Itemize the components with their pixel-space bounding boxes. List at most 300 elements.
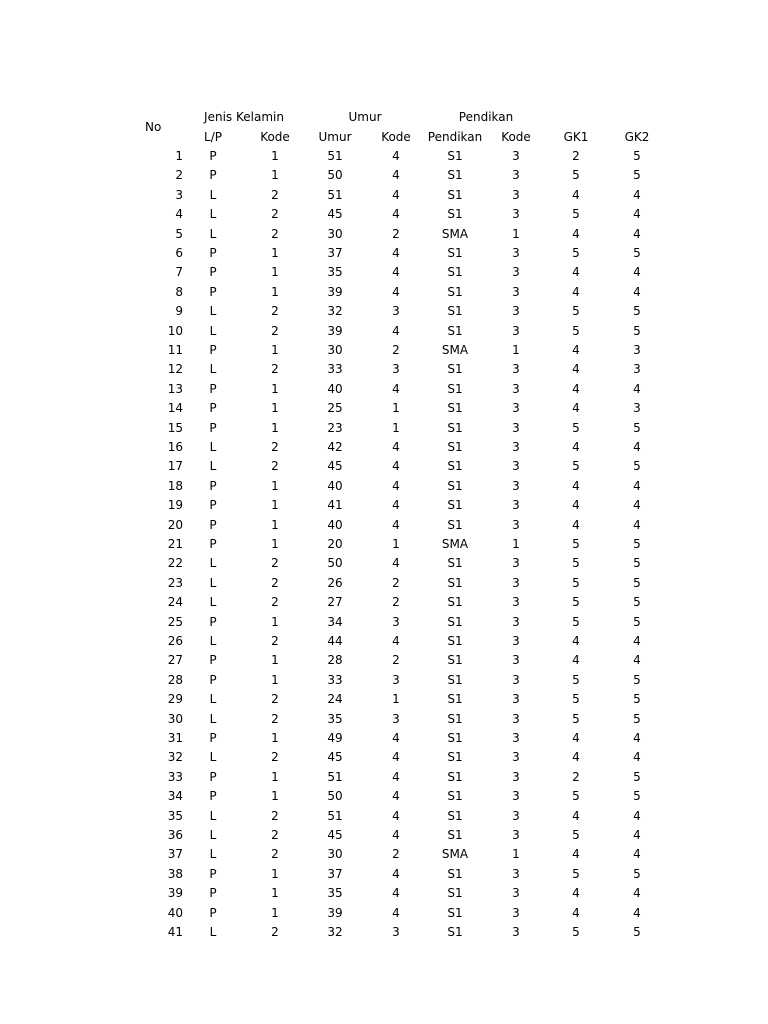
cell-lp: L <box>209 711 217 726</box>
cell-lp: P <box>209 381 217 396</box>
cell-pendikan: SMA <box>441 226 469 241</box>
cell-pendikan: S1 <box>447 440 463 454</box>
cell-umur: 30 <box>327 343 343 357</box>
cell-kode-umur: 4 <box>392 886 400 901</box>
cell-umur: 49 <box>327 731 343 745</box>
cell-gk2: 4 <box>633 731 641 745</box>
cell-gk1: 5 <box>572 789 580 804</box>
cell-lp: L <box>209 556 217 571</box>
cell-pendikan: SMA <box>441 847 469 862</box>
cell-kode-umur: 4 <box>392 750 400 765</box>
header-no: No <box>145 120 162 134</box>
row-no: 1 <box>175 149 183 163</box>
cell-gk2: 4 <box>633 498 641 513</box>
cell-lp: L <box>209 187 217 202</box>
cell-kode-pendikan: 1 <box>512 537 520 551</box>
cell-gk2: 4 <box>633 828 641 842</box>
cell-kode-jk: 1 <box>271 614 279 629</box>
cell-gk1: 5 <box>572 168 580 183</box>
cell-lp: L <box>209 634 217 648</box>
cell-pendikan: S1 <box>447 750 463 765</box>
row-no: 25 <box>167 614 183 629</box>
cell-kode-pendikan: 3 <box>512 711 520 726</box>
row-no: 37 <box>167 847 183 862</box>
row-no: 36 <box>167 828 183 842</box>
cell-gk1: 4 <box>572 905 580 920</box>
cell-lp: L <box>209 440 217 454</box>
cell-kode-umur: 4 <box>392 478 400 493</box>
cell-gk1: 4 <box>572 808 580 823</box>
cell-umur: 51 <box>327 187 343 202</box>
row-no: 39 <box>167 886 183 901</box>
row-no: 5 <box>175 226 183 241</box>
cell-kode-jk: 2 <box>271 595 279 610</box>
cell-kode-umur: 4 <box>392 440 400 454</box>
cell-kode-pendikan: 3 <box>512 556 520 571</box>
cell-umur: 35 <box>327 265 343 280</box>
cell-umur: 20 <box>327 537 343 551</box>
cell-kode-umur: 4 <box>392 207 400 222</box>
cell-kode-jk: 2 <box>271 304 279 319</box>
cell-gk1: 4 <box>572 343 580 357</box>
cell-gk1: 4 <box>572 440 580 454</box>
cell-lp: P <box>209 401 217 416</box>
row-no: 9 <box>175 304 183 319</box>
cell-pendikan: S1 <box>447 304 463 319</box>
cell-kode-jk: 2 <box>271 226 279 241</box>
column-header-kode-pendikan: Kode <box>501 130 531 144</box>
row-no: 17 <box>167 459 183 474</box>
cell-umur: 27 <box>327 595 343 610</box>
cell-pendikan: S1 <box>447 362 463 377</box>
cell-gk1: 4 <box>572 362 580 377</box>
cell-kode-umur: 2 <box>392 595 400 610</box>
cell-umur: 37 <box>327 246 343 260</box>
row-no: 31 <box>167 731 183 745</box>
cell-gk2: 5 <box>633 323 641 338</box>
cell-gk1: 4 <box>572 517 580 532</box>
cell-umur: 45 <box>327 459 343 474</box>
cell-lp: P <box>209 731 217 745</box>
cell-pendikan: S1 <box>447 711 463 726</box>
row-no: 14 <box>167 401 183 416</box>
cell-umur: 33 <box>327 362 343 377</box>
header-group-umur: Umur <box>348 110 382 124</box>
cell-pendikan: S1 <box>447 381 463 396</box>
cell-pendikan: S1 <box>447 168 463 183</box>
cell-kode-pendikan: 3 <box>512 614 520 629</box>
cell-lp: P <box>209 653 217 668</box>
cell-kode-jk: 2 <box>271 847 279 862</box>
cell-kode-pendikan: 1 <box>512 847 520 862</box>
cell-kode-jk: 1 <box>271 653 279 668</box>
cell-gk2: 4 <box>633 284 641 299</box>
cell-gk2: 4 <box>633 750 641 765</box>
cell-lp: P <box>209 168 217 183</box>
cell-pendikan: S1 <box>447 284 463 299</box>
cell-kode-pendikan: 3 <box>512 459 520 474</box>
cell-gk1: 4 <box>572 750 580 765</box>
cell-gk2: 5 <box>633 420 641 435</box>
cell-kode-umur: 3 <box>392 304 400 319</box>
cell-pendikan: S1 <box>447 789 463 804</box>
cell-gk1: 4 <box>572 498 580 513</box>
cell-umur: 42 <box>327 440 343 454</box>
cell-kode-umur: 4 <box>392 556 400 571</box>
cell-kode-pendikan: 3 <box>512 886 520 901</box>
cell-kode-pendikan: 3 <box>512 750 520 765</box>
cell-pendikan: S1 <box>447 517 463 532</box>
cell-kode-umur: 3 <box>392 672 400 687</box>
cell-kode-umur: 4 <box>392 381 400 396</box>
cell-kode-pendikan: 3 <box>512 498 520 513</box>
cell-pendikan: S1 <box>447 653 463 668</box>
cell-pendikan: S1 <box>447 401 463 416</box>
cell-lp: L <box>209 808 217 823</box>
row-no: 13 <box>167 381 183 396</box>
cell-lp: L <box>209 692 217 707</box>
cell-gk2: 3 <box>633 362 641 377</box>
cell-gk2: 5 <box>633 304 641 319</box>
cell-pendikan: S1 <box>447 731 463 745</box>
cell-gk2: 5 <box>633 459 641 474</box>
cell-gk1: 2 <box>572 149 580 163</box>
cell-kode-jk: 1 <box>271 886 279 901</box>
cell-kode-umur: 4 <box>392 828 400 842</box>
row-no: 27 <box>167 653 183 668</box>
cell-gk2: 5 <box>633 614 641 629</box>
cell-umur: 44 <box>327 634 343 648</box>
cell-kode-jk: 1 <box>271 537 279 551</box>
cell-gk2: 5 <box>633 925 641 939</box>
cell-lp: P <box>209 537 217 551</box>
cell-lp: L <box>209 226 217 241</box>
row-no: 12 <box>167 362 183 377</box>
cell-gk2: 5 <box>633 769 641 784</box>
cell-pendikan: S1 <box>447 575 463 590</box>
cell-kode-pendikan: 3 <box>512 304 520 319</box>
cell-kode-pendikan: 3 <box>512 478 520 493</box>
cell-gk1: 4 <box>572 731 580 745</box>
cell-umur: 51 <box>327 769 343 784</box>
cell-kode-jk: 1 <box>271 149 279 163</box>
cell-kode-pendikan: 3 <box>512 692 520 707</box>
cell-kode-umur: 2 <box>392 847 400 862</box>
cell-umur: 30 <box>327 226 343 241</box>
cell-kode-umur: 4 <box>392 265 400 280</box>
cell-gk2: 5 <box>633 672 641 687</box>
cell-lp: P <box>209 866 217 881</box>
column-header-gk1: GK1 <box>563 130 589 144</box>
cell-gk2: 5 <box>633 575 641 590</box>
row-no: 24 <box>167 595 183 610</box>
cell-gk2: 3 <box>633 343 641 357</box>
column-header-umur: Umur <box>318 130 352 144</box>
cell-gk2: 5 <box>633 537 641 551</box>
cell-lp: P <box>209 284 217 299</box>
cell-pendikan: S1 <box>447 595 463 610</box>
cell-kode-jk: 1 <box>271 168 279 183</box>
cell-gk1: 4 <box>572 265 580 280</box>
row-no: 41 <box>167 925 183 939</box>
cell-gk1: 4 <box>572 886 580 901</box>
cell-gk1: 5 <box>572 866 580 881</box>
cell-kode-umur: 4 <box>392 866 400 881</box>
row-no: 38 <box>167 866 183 881</box>
cell-umur: 35 <box>327 711 343 726</box>
cell-kode-umur: 4 <box>392 149 400 163</box>
cell-kode-jk: 2 <box>271 440 279 454</box>
cell-pendikan: S1 <box>447 265 463 280</box>
cell-umur: 51 <box>327 149 343 163</box>
column-header-gk2: GK2 <box>624 130 650 144</box>
cell-kode-jk: 2 <box>271 362 279 377</box>
row-no: 11 <box>167 343 183 357</box>
cell-pendikan: SMA <box>441 537 469 551</box>
row-no: 35 <box>167 808 183 823</box>
cell-gk1: 5 <box>572 207 580 222</box>
cell-kode-umur: 2 <box>392 226 400 241</box>
cell-lp: L <box>209 847 217 862</box>
cell-lp: P <box>209 614 217 629</box>
cell-kode-jk: 1 <box>271 381 279 396</box>
cell-lp: L <box>209 323 217 338</box>
cell-kode-pendikan: 3 <box>512 653 520 668</box>
cell-kode-umur: 3 <box>392 711 400 726</box>
cell-kode-jk: 1 <box>271 343 279 357</box>
cell-kode-jk: 2 <box>271 808 279 823</box>
cell-umur: 39 <box>327 905 343 920</box>
cell-kode-jk: 1 <box>271 866 279 881</box>
row-no: 33 <box>167 769 183 784</box>
cell-gk1: 5 <box>572 556 580 571</box>
cell-kode-umur: 4 <box>392 517 400 532</box>
cell-gk2: 5 <box>633 246 641 260</box>
cell-kode-jk: 2 <box>271 459 279 474</box>
cell-kode-pendikan: 3 <box>512 905 520 920</box>
cell-kode-pendikan: 1 <box>512 343 520 357</box>
cell-gk1: 4 <box>572 653 580 668</box>
cell-kode-pendikan: 3 <box>512 440 520 454</box>
cell-gk1: 5 <box>572 323 580 338</box>
cell-lp: L <box>209 459 217 474</box>
column-header-kode-umur: Kode <box>381 130 411 144</box>
cell-lp: P <box>209 886 217 901</box>
cell-pendikan: S1 <box>447 672 463 687</box>
cell-pendikan: S1 <box>447 866 463 881</box>
cell-pendikan: S1 <box>447 187 463 202</box>
cell-pendikan: S1 <box>447 886 463 901</box>
cell-kode-umur: 1 <box>392 537 400 551</box>
cell-gk1: 5 <box>572 304 580 319</box>
cell-umur: 23 <box>327 420 343 435</box>
cell-gk2: 5 <box>633 789 641 804</box>
cell-lp: L <box>209 595 217 610</box>
cell-gk2: 5 <box>633 692 641 707</box>
cell-gk1: 5 <box>572 614 580 629</box>
cell-umur: 51 <box>327 808 343 823</box>
cell-gk1: 4 <box>572 401 580 416</box>
cell-pendikan: S1 <box>447 420 463 435</box>
cell-gk1: 4 <box>572 381 580 396</box>
cell-kode-jk: 1 <box>271 284 279 299</box>
cell-kode-pendikan: 3 <box>512 517 520 532</box>
cell-umur: 50 <box>327 556 343 571</box>
cell-gk2: 4 <box>633 478 641 493</box>
cell-umur: 40 <box>327 517 343 532</box>
cell-lp: P <box>209 789 217 804</box>
cell-kode-jk: 1 <box>271 265 279 280</box>
column-header-lp: L/P <box>204 130 222 144</box>
cell-gk1: 5 <box>572 672 580 687</box>
row-no: 23 <box>167 575 183 590</box>
cell-lp: P <box>209 149 217 163</box>
cell-pendikan: S1 <box>447 323 463 338</box>
cell-kode-umur: 1 <box>392 692 400 707</box>
cell-kode-pendikan: 3 <box>512 149 520 163</box>
cell-gk2: 4 <box>633 187 641 202</box>
row-no: 7 <box>175 265 183 280</box>
cell-kode-jk: 1 <box>271 246 279 260</box>
cell-kode-pendikan: 3 <box>512 672 520 687</box>
cell-gk1: 5 <box>572 711 580 726</box>
cell-gk2: 4 <box>633 440 641 454</box>
cell-kode-jk: 1 <box>271 420 279 435</box>
cell-lp: L <box>209 828 217 842</box>
cell-pendikan: S1 <box>447 692 463 707</box>
cell-gk2: 4 <box>633 905 641 920</box>
cell-kode-pendikan: 3 <box>512 634 520 648</box>
cell-umur: 45 <box>327 207 343 222</box>
cell-kode-umur: 3 <box>392 362 400 377</box>
cell-umur: 24 <box>327 692 343 707</box>
cell-umur: 40 <box>327 478 343 493</box>
row-no: 3 <box>175 187 183 202</box>
cell-kode-umur: 4 <box>392 459 400 474</box>
cell-pendikan: S1 <box>447 769 463 784</box>
cell-kode-umur: 3 <box>392 925 400 939</box>
row-no: 18 <box>167 478 183 493</box>
cell-pendikan: S1 <box>447 498 463 513</box>
row-no: 26 <box>167 634 183 648</box>
cell-gk1: 5 <box>572 595 580 610</box>
cell-lp: P <box>209 769 217 784</box>
cell-gk2: 4 <box>633 847 641 862</box>
cell-gk2: 5 <box>633 168 641 183</box>
cell-pendikan: S1 <box>447 634 463 648</box>
cell-gk1: 4 <box>572 284 580 299</box>
cell-kode-umur: 2 <box>392 343 400 357</box>
cell-kode-umur: 1 <box>392 401 400 416</box>
cell-lp: P <box>209 498 217 513</box>
cell-gk2: 4 <box>633 381 641 396</box>
cell-kode-umur: 4 <box>392 808 400 823</box>
cell-umur: 39 <box>327 284 343 299</box>
cell-kode-jk: 2 <box>271 925 279 939</box>
cell-umur: 40 <box>327 381 343 396</box>
row-no: 8 <box>175 284 183 299</box>
cell-umur: 26 <box>327 575 343 590</box>
cell-umur: 39 <box>327 323 343 338</box>
cell-umur: 28 <box>327 653 343 668</box>
cell-kode-pendikan: 3 <box>512 323 520 338</box>
cell-gk2: 5 <box>633 711 641 726</box>
cell-kode-umur: 4 <box>392 168 400 183</box>
cell-lp: L <box>209 362 217 377</box>
cell-lp: L <box>209 304 217 319</box>
cell-gk2: 3 <box>633 401 641 416</box>
row-no: 4 <box>175 207 183 222</box>
cell-umur: 50 <box>327 168 343 183</box>
header-group-pendikan: Pendikan <box>458 110 514 124</box>
cell-lp: P <box>209 246 217 260</box>
cell-gk2: 4 <box>633 226 641 241</box>
row-no: 20 <box>167 517 183 532</box>
cell-pendikan: SMA <box>441 343 469 357</box>
cell-pendikan: S1 <box>447 478 463 493</box>
row-no: 29 <box>167 692 183 707</box>
cell-kode-pendikan: 3 <box>512 420 520 435</box>
cell-gk2: 5 <box>633 595 641 610</box>
cell-lp: L <box>209 207 217 222</box>
column-header-kode-jk: Kode <box>260 130 290 144</box>
cell-kode-jk: 1 <box>271 789 279 804</box>
cell-kode-umur: 4 <box>392 634 400 648</box>
cell-umur: 34 <box>327 614 343 629</box>
cell-pendikan: S1 <box>447 925 463 939</box>
cell-kode-pendikan: 3 <box>512 575 520 590</box>
cell-kode-jk: 1 <box>271 769 279 784</box>
cell-umur: 50 <box>327 789 343 804</box>
cell-kode-pendikan: 3 <box>512 284 520 299</box>
cell-lp: L <box>209 925 217 939</box>
cell-kode-jk: 1 <box>271 498 279 513</box>
cell-gk2: 5 <box>633 149 641 163</box>
cell-gk1: 5 <box>572 246 580 260</box>
cell-kode-pendikan: 3 <box>512 925 520 939</box>
cell-pendikan: S1 <box>447 459 463 474</box>
cell-kode-umur: 4 <box>392 769 400 784</box>
cell-kode-jk: 1 <box>271 401 279 416</box>
cell-lp: L <box>209 575 217 590</box>
cell-gk2: 4 <box>633 634 641 648</box>
cell-gk1: 5 <box>572 537 580 551</box>
cell-umur: 45 <box>327 750 343 765</box>
row-no: 2 <box>175 168 183 183</box>
cell-kode-pendikan: 3 <box>512 789 520 804</box>
cell-kode-umur: 4 <box>392 246 400 260</box>
cell-kode-umur: 4 <box>392 323 400 338</box>
cell-kode-umur: 3 <box>392 614 400 629</box>
row-no: 30 <box>167 711 183 726</box>
cell-umur: 30 <box>327 847 343 862</box>
row-no: 10 <box>167 323 183 338</box>
cell-kode-umur: 4 <box>392 284 400 299</box>
header-group-jenis-kelamin: Jenis Kelamin <box>204 110 284 124</box>
cell-lp: P <box>209 478 217 493</box>
cell-kode-jk: 2 <box>271 711 279 726</box>
cell-kode-pendikan: 1 <box>512 226 520 241</box>
cell-kode-pendikan: 3 <box>512 769 520 784</box>
row-no: 16 <box>167 440 183 454</box>
cell-gk1: 5 <box>572 575 580 590</box>
cell-kode-jk: 1 <box>271 672 279 687</box>
cell-kode-pendikan: 3 <box>512 731 520 745</box>
cell-kode-jk: 2 <box>271 556 279 571</box>
cell-gk2: 4 <box>633 517 641 532</box>
cell-umur: 41 <box>327 498 343 513</box>
cell-kode-umur: 1 <box>392 420 400 435</box>
